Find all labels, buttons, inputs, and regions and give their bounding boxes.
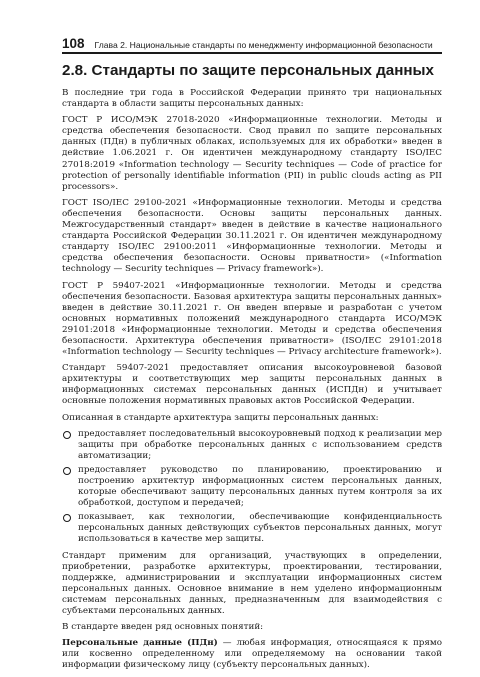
intro-paragraph: В последние три года в Российской Федерации принято три национальных стандарта в области защиты персональных данных: (62, 88, 442, 110)
list-item (62, 465, 442, 509)
gost-29100-paragraph: ГОСТ ISO/IEC 29100-2021 «Информационные технологии. Методы и средства обеспечения безопасности. Основы защиты персональных данных. Межгосударственный стандарт» введен в действие в качестве национального стандарта Российской Федерации 30.11.2021 г. Он идентичен международному стандарту ISO/IEC 29100:2011 «Информационные технологии. Методы и средства обеспечения безопасности. Основы приватности» («Information technology — Security techniques — Privacy framework»). (62, 197, 442, 275)
gost-59407-paragraph: ГОСТ Р 59407-2021 «Информационные технологии. Методы и средства обеспечения безопасности. Базовая архитектура защиты персональных данных» введен в действие 30.11.2021 г. Он введен впервые и разработан с учетом основных нормативных положений международного стандарта ИСО/МЭК 29101:2018 «Информационные технологии. Методы и средства обеспечения безопасности. Архитектура обеспечения приватности» (ISO/IEC 29101:2018 «Information technology — Security techniques — Privacy architecture framework»). (62, 280, 442, 358)
architecture-bullet-list (62, 429, 442, 546)
concepts-intro-paragraph: В стандарте введен ряд основных понятий: (62, 622, 264, 633)
header-rule (62, 52, 442, 54)
list-item-text: предоставляет последовательный высокоуровневый подход к реализации мер защиты при обработке персональных данных с использованием средств автоматизации; (78, 428, 442, 461)
architecture-intro-paragraph: Описанная в стандарте архитектура защиты персональных данных: (62, 412, 379, 423)
page-header (62, 36, 442, 51)
circle-bullet-icon (63, 514, 71, 522)
application-paragraph: Стандарт применим для организаций, участвующих в определении, приобретении, разработке архитектуры, проектировании, тестировании, поддержке, администрировании и эксплуатации информационных систем персональных данных. Основное внимание в нем уделено информационным системам персональных данных, предназначенным для взаимодействия с субъектами персональных данных. (62, 550, 442, 617)
section-title: 2.8. Стандарты по защите персональных данных (62, 62, 434, 79)
standard-description-paragraph: Стандарт 59407-2021 предоставляет описания высокоуровневой базовой архитектуры и соответствующих мер защиты персональных данных в информационных системах персональных данных (ИСПДн) и учитывает основные положения нормативных правовых актов Российской Федерации. (62, 363, 442, 407)
page-content (62, 62, 442, 677)
definition-paragraph (62, 638, 442, 671)
page-number: 108 (62, 36, 85, 51)
list-item-text: предоставляет руководство по планированию, проектированию и построению архитектур информационных систем персональных данных, которые обеспечивают защиту персональных данных путем контроля за их обработкой, доступом и передачей; (78, 464, 442, 509)
circle-bullet-icon (63, 467, 71, 475)
list-item-text: показывает, как технологии, обеспечивающие конфиденциальность персональных данных действующих субъектов персональных данных, могут использоваться в качестве мер защиты. (78, 512, 442, 545)
running-title: Глава 2. Национальные стандарты по менеджменту информационной безопасности (94, 40, 433, 50)
definition-term: Персональные данные (ПДн) (62, 638, 218, 649)
gost-27018-paragraph: ГОСТ Р ИСО/МЭК 27018-2020 «Информационные технологии. Методы и средства обеспечения безопасности. Свод правил по защите персональных данных (ПДн) в публичных облаках, используемых для их обработки» введен в действие 1.06.2021 г. Он идентичен международному стандарту ISO/IEC 27018:2019 «Information technology — Security techniques — Code of practice for protection of personally identifiable information (PII) in public clouds acting as PII processors». (62, 115, 442, 192)
circle-bullet-icon (63, 431, 71, 439)
list-item (62, 429, 442, 462)
definition-text: — любая информация, относящаяся к прямо или косвенно определенному или определяемому на основании такой информации физическому лицу (субъекту персональных данных). (62, 638, 442, 671)
list-item (62, 512, 442, 545)
